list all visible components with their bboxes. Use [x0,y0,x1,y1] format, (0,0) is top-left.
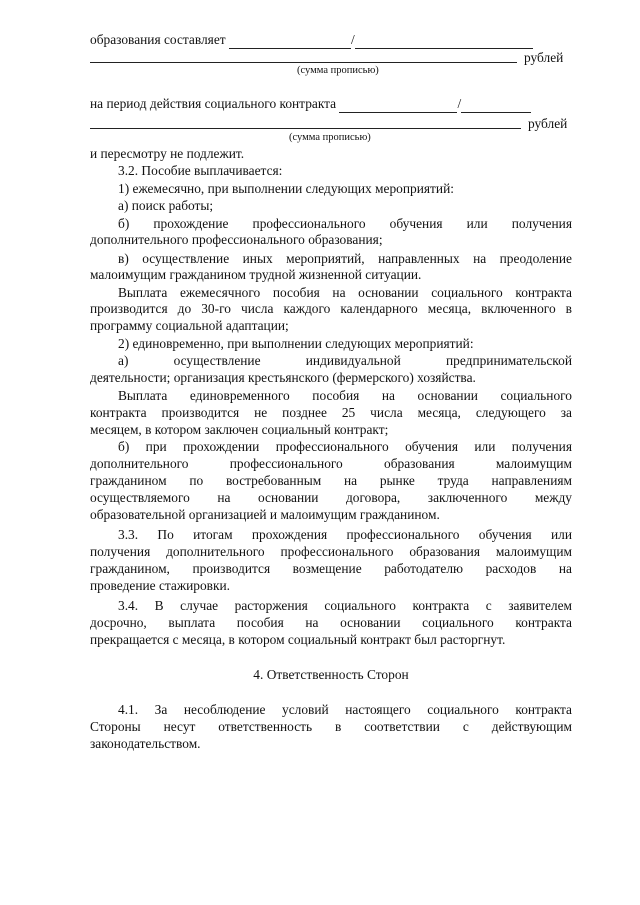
rubles-label-2: рублей [528,116,568,131]
text-line: 3.4. В случае расторжения социального контракта с заявителем [118,598,572,613]
text-line: гражданином по востребованным на рынке труда направлениям [90,473,572,488]
rubles-label-1: рублей [524,50,564,65]
blank-field-2a[interactable] [339,96,457,113]
text-line: 2) единовременно, при выполнении следующих мероприятий: [118,336,474,351]
text-line: программу социальной адаптации; [90,318,289,333]
text-line: 4.1. За несоблюдение условий настоящего социального контракта [118,702,572,717]
text-line: б) прохождение профессионального обучения или получения [118,216,572,231]
separator-2: / [457,96,462,111]
text-line: 3.3. По итогам прохождения профессионального обучения или [118,527,572,542]
text-line: проведение стажировки. [90,578,231,593]
form-line-2-text: на период действия социального контракта [90,96,337,111]
text-line: деятельности; организация крестьянского (фермерского) хозяйства. [90,370,476,385]
blank-field-2c[interactable] [90,128,521,129]
caption-sum-words-1: (сумма прописью) [297,65,379,76]
text-line: а) поиск работы; [118,198,214,213]
text-line: малоимущим гражданином трудной жизненной ситуации. [90,267,422,282]
blank-field-1b[interactable] [355,32,533,49]
text-line: в) осуществление иных мероприятий, направленных на преодоление [118,251,572,266]
text-line: гражданином, производится возмещение работодателю расходов на [90,561,572,576]
section-heading: 4. Ответственность Сторон [253,667,409,682]
text-line: месяцем, в котором заключен социальный контракт; [90,422,389,437]
text-line: законодательством. [90,736,201,751]
text-line: 1) ежемесячно, при выполнении следующих мероприятий: [118,181,454,196]
separator-1: / [351,32,355,47]
caption-sum-words-2: (сумма прописью) [289,132,371,143]
text-line: осуществляемого на основании договора, заключенного между [90,490,572,505]
blank-field-2b[interactable] [461,96,531,113]
form-line-2 [90,96,572,113]
blank-field-1c[interactable] [90,62,517,63]
text-line: 3.2. Пособие выплачивается: [118,163,283,178]
text-line: контракта производится не позднее 25 числа месяца, следующего за [90,405,572,420]
text-line: прекращается с месяца, в котором социальный контракт был расторгнут. [90,632,506,647]
text-line: Стороны несут ответственность в соответствии с действующим [90,719,572,734]
text-line: производится до 30-го числа каждого календарного месяца, включенного в [90,301,572,316]
text-line: получения дополнительного профессионального образования малоимущим [90,544,572,559]
text-line: Выплата ежемесячного пособия на основании социального контракта [118,285,572,300]
text-line: образовательной организацией и малоимущим гражданином. [90,507,440,522]
blank-field-1a[interactable] [229,32,351,49]
form-line-1 [90,32,572,49]
text-line: дополнительного профессионального образования малоимущим [90,456,572,471]
text-line: а) осуществление индивидуальной предпринимательской [118,353,572,368]
text-line: Выплата единовременного пособия на основании социального [118,388,572,403]
text-line: дополнительного профессионального образования; [90,232,383,247]
text-line: и пересмотру не подлежит. [90,146,245,161]
text-line: досрочно, выплата пособия на основании социального контракта [90,615,572,630]
form-line-1-text: образования составляет [90,32,226,47]
text-line: б) при прохождении профессионального обучения или получения [118,439,572,454]
